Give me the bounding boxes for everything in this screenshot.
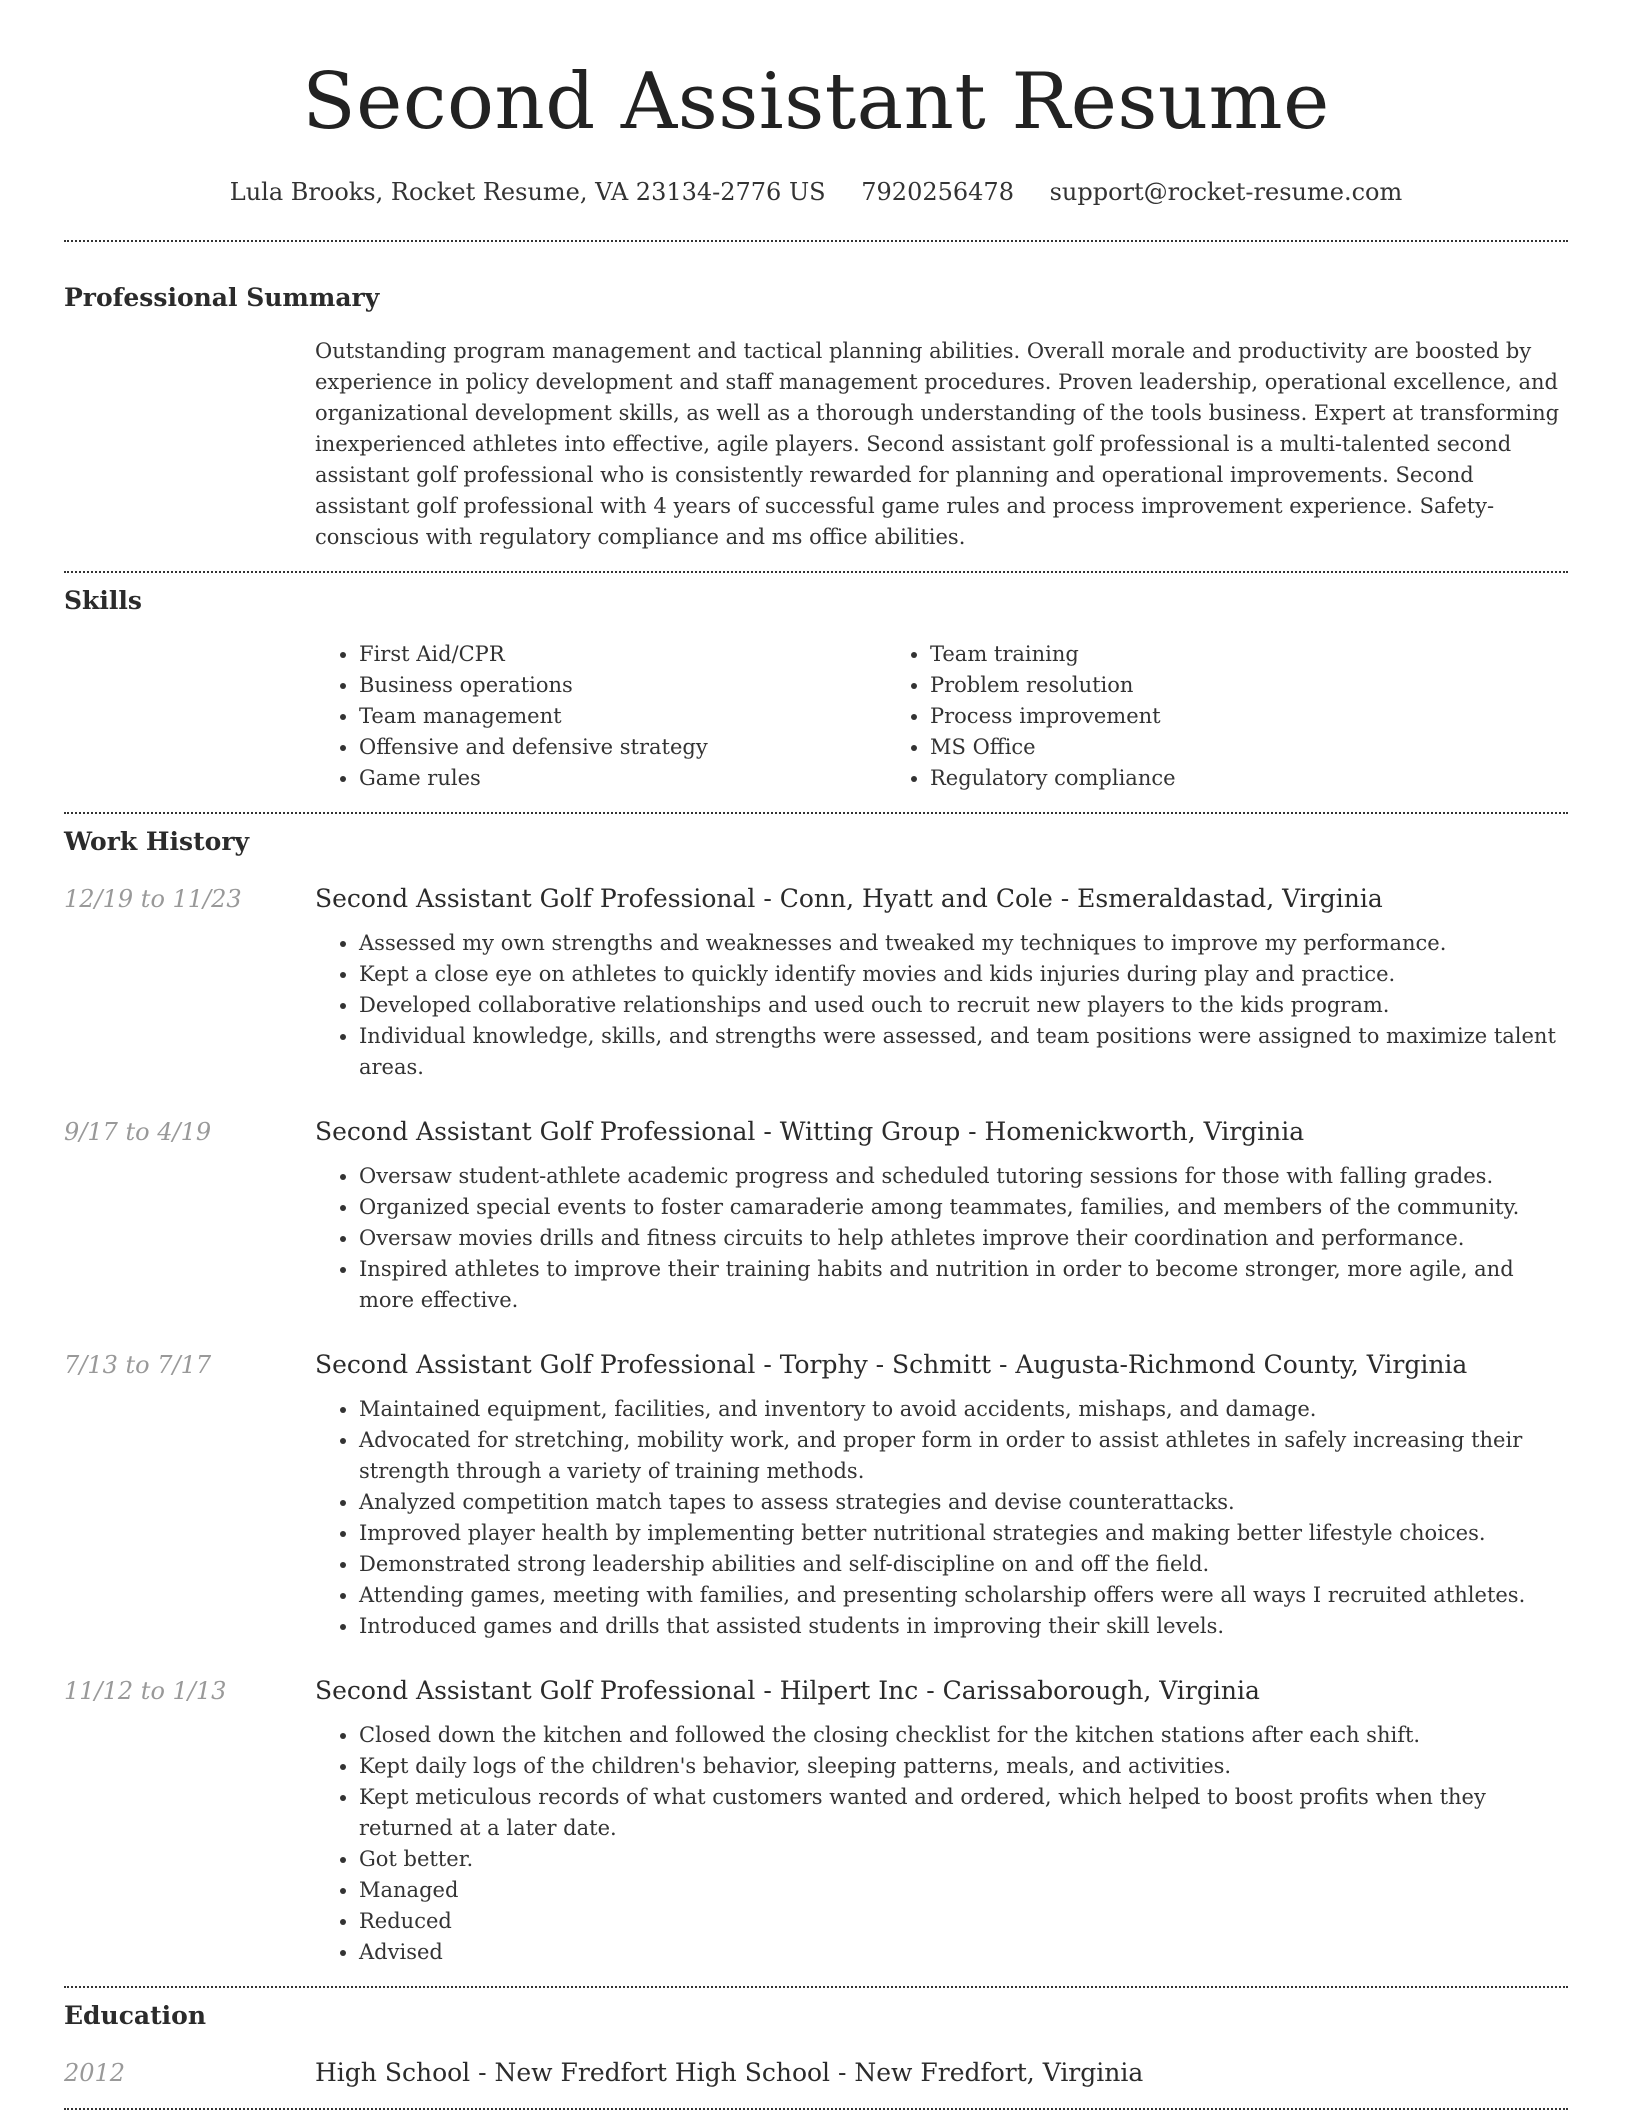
summary-heading: Professional Summary (64, 283, 380, 312)
job-bullet: • Oversaw movies drills and fitness circuits to help athletes improve their coordination and performance. (359, 1223, 1568, 1254)
education-entry (64, 2056, 1568, 2090)
job-details (315, 1720, 1568, 1968)
contact-email: support@rocket-resume.com (1049, 178, 1403, 206)
job-bullet: • Closed down the kitchen and followed the closing checklist for the kitchen stations after each shift. (359, 1720, 1568, 1751)
job-bullet: • Advocated for stretching, mobility work, and proper form in order to assist athletes in safely increasing their strength through a variety of training methods. (359, 1425, 1568, 1487)
job-title: Second Assistant Golf Professional - Conn, Hyatt and Cole - Esmeraldastad, Virginia (315, 884, 1383, 913)
skill-item: • Process improvement (930, 701, 1486, 732)
job-bullet: • Kept meticulous records of what customers wanted and ordered, which helped to boost profits when they returned at a later date. (359, 1782, 1568, 1844)
job-bullet: • Demonstrated strong leadership abilities and self-discipline on and off the field. (359, 1549, 1568, 1580)
work-heading: Work History (64, 827, 250, 856)
skill-item: • First Aid/CPR (359, 639, 886, 670)
job-bullet: • Reduced (359, 1906, 1568, 1937)
education-heading: Education (64, 2001, 207, 2030)
job-bullet: • Organized special events to foster camaraderie among teammates, families, and members of the community. (359, 1192, 1568, 1223)
contact-line (64, 176, 1568, 208)
education-section (64, 2000, 1568, 2090)
page-title: Second Assistant Resume (302, 57, 1330, 147)
resume-page (64, 0, 1568, 2110)
job-entry (64, 1674, 1568, 1968)
summary-content (315, 336, 1568, 553)
summary-section (64, 282, 1568, 553)
job-details (315, 1394, 1568, 1642)
work-section (64, 826, 1568, 1968)
skills-section (64, 585, 1568, 794)
contact-phone: 7920256478 (861, 178, 1014, 206)
skill-item: • Team training (930, 639, 1486, 670)
skill-item: • Problem resolution (930, 670, 1486, 701)
job-bullets (315, 1161, 1568, 1316)
skills-list-right (886, 639, 1486, 794)
job-bullet: • Individual knowledge, skills, and strengths were assessed, and team positions were assigned to maximize talent areas. (359, 1021, 1568, 1083)
job-bullet: • Analyzed competition match tapes to assess strategies and devise counterattacks. (359, 1487, 1568, 1518)
job-bullets (315, 1720, 1568, 1968)
job-bullet: • Attending games, meeting with families, and presenting scholarship offers were all ways I recruited athletes. (359, 1580, 1568, 1611)
divider (64, 571, 1568, 573)
skill-item: • MS Office (930, 732, 1486, 763)
job-title: Second Assistant Golf Professional - Hilpert Inc - Carissaborough, Virginia (315, 1676, 1260, 1705)
divider (64, 240, 1568, 242)
education-title: High School - New Fredfort High School - New Fredfort, Virginia (315, 2058, 1144, 2087)
skill-item: • Game rules (359, 763, 886, 794)
skill-item: • Team management (359, 701, 886, 732)
job-entry (64, 1348, 1568, 1642)
job-bullet: • Inspired athletes to improve their training habits and nutrition in order to become stronger, more agile, and more effective. (359, 1254, 1568, 1316)
skill-item: • Offensive and defensive strategy (359, 732, 886, 763)
job-details (315, 1161, 1568, 1316)
education-dates: 2012 (64, 2059, 126, 2087)
job-dates: 9/17 to 4/19 (64, 1118, 212, 1146)
job-bullet: • Got better. (359, 1844, 1568, 1875)
skills-list-left (315, 639, 886, 794)
divider (64, 812, 1568, 814)
skill-item: • Regulatory compliance (930, 763, 1486, 794)
job-bullet: • Managed (359, 1875, 1568, 1906)
job-dates: 12/19 to 11/23 (64, 885, 242, 913)
job-bullet: • Kept a close eye on athletes to quickly identify movies and kids injuries during play and practice. (359, 959, 1568, 990)
divider (64, 2108, 1568, 2110)
skills-columns (315, 639, 1568, 794)
job-bullet: • Kept daily logs of the children's behavior, sleeping patterns, meals, and activities. (359, 1751, 1568, 1782)
skill-item: • Business operations (359, 670, 886, 701)
job-bullet: • Assessed my own strengths and weaknesses and tweaked my techniques to improve my performance. (359, 928, 1568, 959)
job-bullet: • Introduced games and drills that assisted students in improving their skill levels. (359, 1611, 1568, 1642)
job-dates: 11/12 to 1/13 (64, 1677, 227, 1705)
job-bullets (315, 1394, 1568, 1642)
job-bullet: • Improved player health by implementing better nutritional strategies and making better lifestyle choices. (359, 1518, 1568, 1549)
divider (64, 1986, 1568, 1988)
contact-address: Lula Brooks, Rocket Resume, VA 23134-2776 US (229, 178, 826, 206)
job-title: Second Assistant Golf Professional - Witting Group - Homenickworth, Virginia (315, 1117, 1305, 1146)
job-title: Second Assistant Golf Professional - Torphy - Schmitt - Augusta-Richmond County, Virginia (315, 1350, 1468, 1379)
job-bullet: • Oversaw student-athlete academic progress and scheduled tutoring sessions for those with falling grades. (359, 1161, 1568, 1192)
summary-text: Outstanding program management and tactical planning abilities. Overall morale and productivity are boosted by experience in policy development and staff management procedures. Proven leadership, operational excellence, and organizational development skills, as well as a thorough understanding of the tools business. Expert at transforming inexperienced athletes into effective, agile players. Second assistant golf professional is a multi-talented second assistant golf professional who is consistently rewarded for planning and operational improvements. Second assistant golf professional with 4 years of successful game rules and process improvement experience. Safety-conscious with regulatory compliance and ms office abilities. (315, 339, 1560, 549)
job-bullet: • Maintained equipment, facilities, and inventory to avoid accidents, mishaps, and damage. (359, 1394, 1568, 1425)
job-bullet: • Developed collaborative relationships and used ouch to recruit new players to the kids program. (359, 990, 1568, 1021)
job-dates: 7/13 to 7/17 (64, 1351, 212, 1379)
job-entry (64, 1115, 1568, 1316)
skills-content (315, 639, 1568, 794)
job-bullets (315, 928, 1568, 1083)
job-entry (64, 882, 1568, 1083)
job-bullet: • Advised (359, 1937, 1568, 1968)
skills-heading: Skills (64, 586, 142, 615)
job-details (315, 928, 1568, 1083)
